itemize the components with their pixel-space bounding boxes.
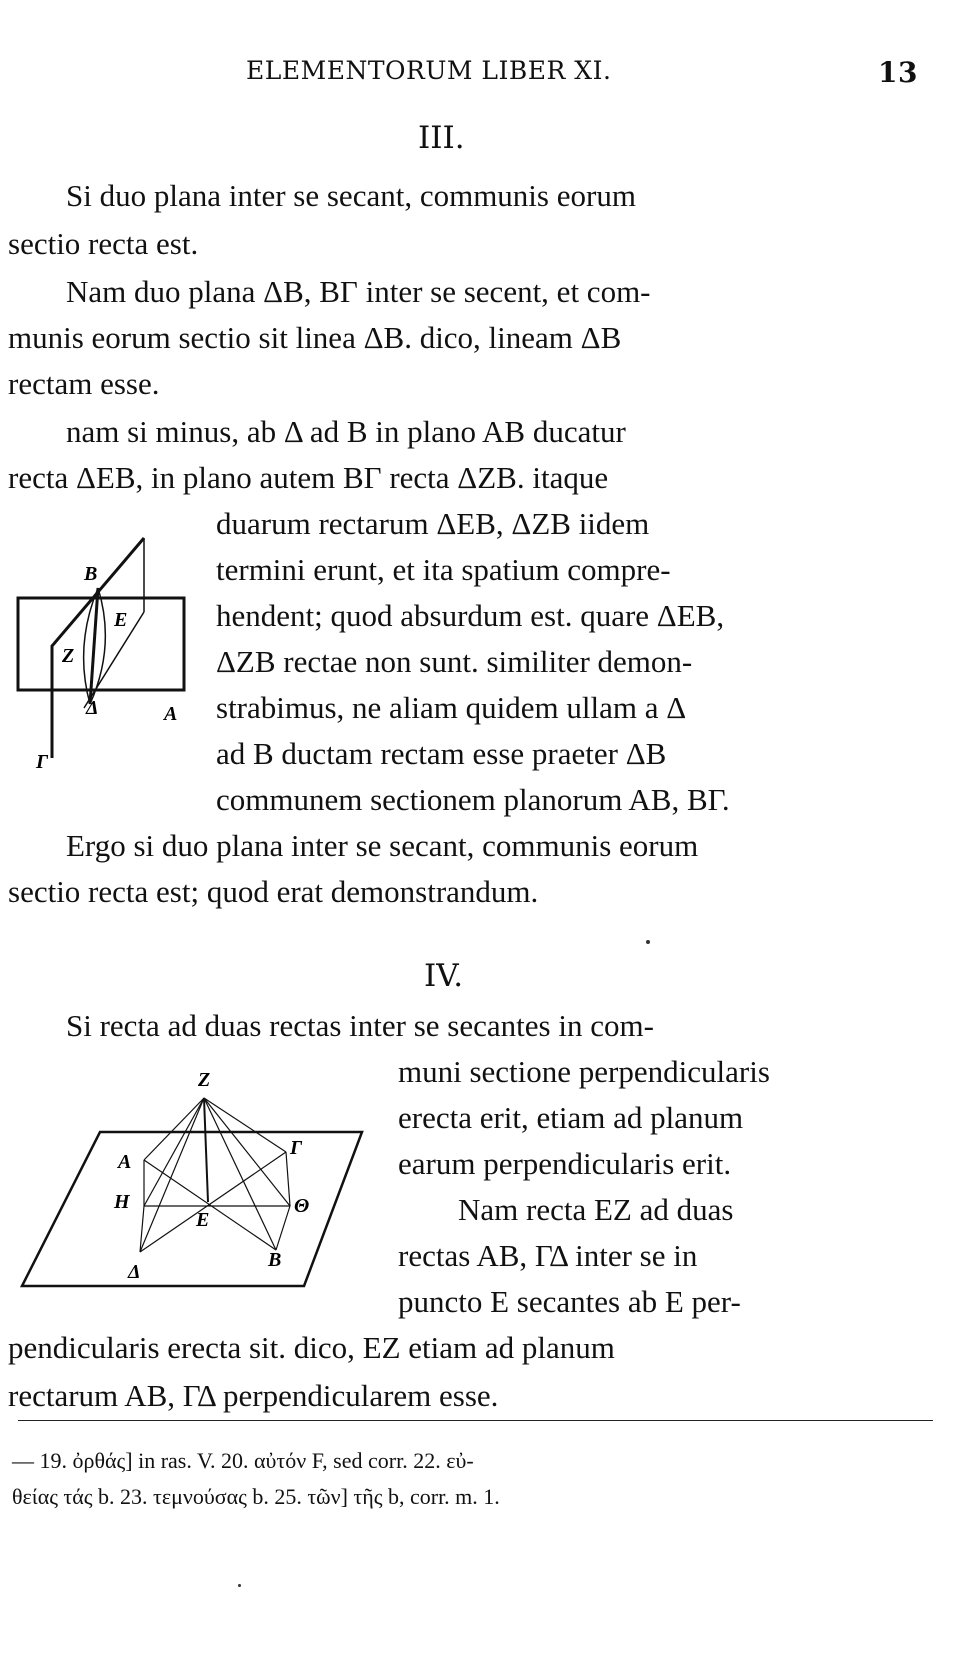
paragraph-line: rectas AB, ΓΔ inter se in — [398, 1238, 698, 1273]
paragraph-line: pendicularis erecta sit. dico, EZ etiam ad planum — [8, 1330, 615, 1365]
figure-two-planes — [12, 528, 212, 788]
paragraph-line: sectio recta est; quod erat demonstrandum. — [8, 874, 539, 909]
footnote-line: — 19. ὀρθάς] in ras. V. 20. αὐτόν F, sed corr. 22. εὐ- — [12, 1448, 474, 1473]
section-number-iii: III. — [418, 120, 465, 156]
label-e: E — [114, 609, 128, 631]
label-z: Z — [198, 1069, 211, 1091]
section-number-iv: IV. — [424, 958, 464, 994]
label-b: B — [268, 1249, 282, 1271]
label-delta: Δ — [86, 697, 99, 719]
label-theta: Θ — [294, 1195, 310, 1217]
paragraph-line: sectio recta est. — [8, 226, 199, 261]
label-gamma: Γ — [290, 1137, 303, 1159]
paragraph-line: Nam duo plana ΔB, BΓ inter se secent, et com- — [66, 274, 651, 309]
paragraph-line: Nam recta EZ ad duas — [458, 1192, 734, 1227]
label-z: Z — [62, 645, 75, 667]
label-gamma: Γ — [36, 751, 49, 773]
paragraph-line: termini erunt, et ita spatium compre- — [216, 552, 671, 587]
print-speck — [646, 940, 650, 944]
paragraph-line: communem sectionem planorum AB, BΓ. — [216, 782, 730, 817]
paragraph-line: munis eorum sectio sit linea ΔB. dico, lineam ΔB — [8, 320, 622, 355]
paragraph-line: earum perpendicularis erit. — [398, 1146, 732, 1181]
paragraph-line: Si recta ad duas rectas inter se secantes in com- — [66, 1008, 654, 1043]
planes-diagram — [12, 528, 212, 788]
figure-perpendicular-line — [14, 1060, 374, 1300]
perpendicular-diagram — [14, 1060, 374, 1300]
paragraph-line: ad B ductam rectam esse praeter ΔB — [216, 736, 667, 771]
label-a: A — [164, 703, 178, 725]
print-speck — [238, 1584, 241, 1587]
paragraph-line: hendent; quod absurdum est. quare ΔEB, — [216, 598, 725, 633]
label-h: H — [114, 1191, 130, 1213]
paragraph-line: puncto E secantes ab E per- — [398, 1284, 741, 1319]
paragraph-line: rectarum AB, ΓΔ perpendicularem esse. — [8, 1378, 499, 1413]
label-delta: Δ — [128, 1261, 141, 1283]
paragraph-line: strabimus, ne aliam quidem ullam a Δ — [216, 690, 687, 725]
label-e: E — [196, 1209, 210, 1231]
paragraph-line: erecta erit, etiam ad planum — [398, 1100, 744, 1135]
footnote-divider — [18, 1420, 933, 1421]
paragraph-line: rectam esse. — [8, 366, 160, 401]
paragraph-line: ΔZB rectae non sunt. similiter demon- — [216, 644, 693, 679]
paragraph-line: Si duo plana inter se secant, communis eorum — [66, 178, 636, 213]
paragraph-line: recta ΔEB, in plano autem BΓ recta ΔZB. itaque — [8, 460, 609, 495]
running-header: ELEMENTORUM LIBER XI. — [246, 56, 612, 85]
paragraph-line: Ergo si duo plana inter se secant, communis eorum — [66, 828, 699, 863]
paragraph-line: muni sectione perpendicularis — [398, 1054, 770, 1089]
page-number: 13 — [878, 56, 918, 89]
paragraph-line: duarum rectarum ΔEB, ΔZB iidem — [216, 506, 650, 541]
paragraph-line: nam si minus, ab Δ ad B in plano AB ducatur — [66, 414, 626, 449]
footnote-line: θείας τάς b. 23. τεμνούσας b. 25. τῶν] τῆς b, corr. m. 1. — [12, 1484, 500, 1509]
label-b: B — [84, 563, 98, 585]
label-a: A — [118, 1151, 132, 1173]
